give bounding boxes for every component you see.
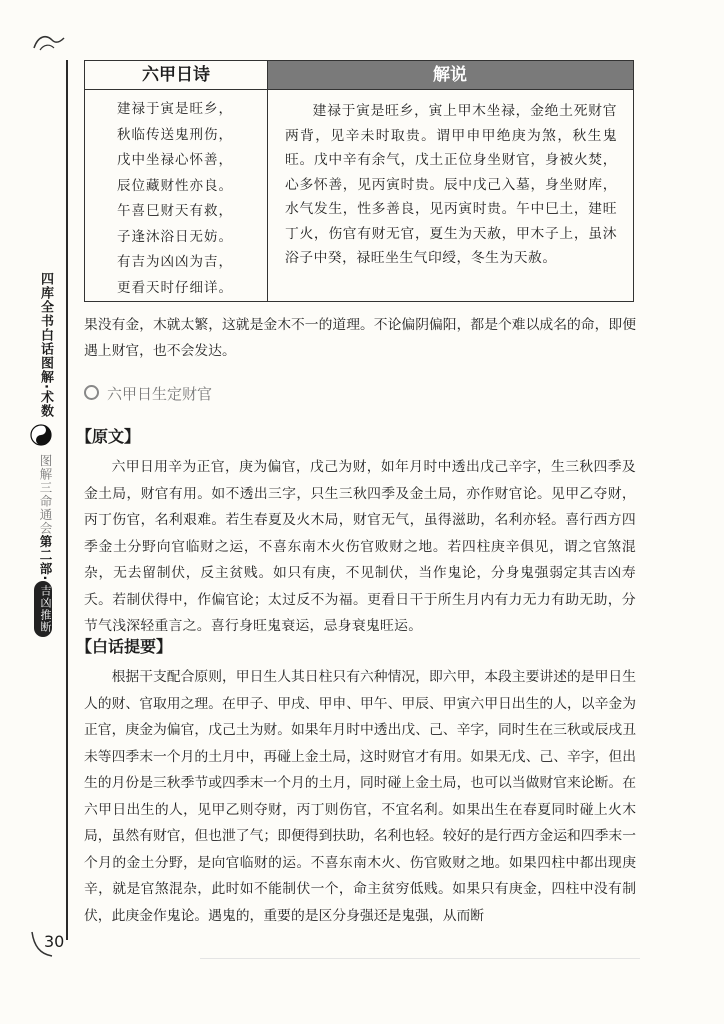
yin-yang-icon: [30, 424, 52, 446]
margin-rule: [66, 60, 68, 940]
poem-line: 辰位藏财性亦良。: [117, 177, 233, 194]
part-label: 第二部·: [38, 535, 53, 582]
poem-line: 戊中坐禄心怀善，: [117, 152, 233, 168]
explanation-title: 解说: [267, 61, 633, 89]
continuation-paragraph: 果没有金，木就太繁，这就是金木不一的道理。不论偏阴偏阳，都是个难以成名的命，即便遇上财官，也不会发达。: [84, 317, 636, 359]
page-number: 30: [44, 932, 65, 951]
poem-line: 有吉为凶凶为吉，: [117, 254, 233, 270]
poem-explanation: 建禄于寅是旺乡，寅上甲木坐禄，金绝土死财官两背，见辛未时取贵。谓甲申甲绝庚为煞，秋生鬼旺。戊中辛有余气，戊土正位身坐财官，身被火焚，心多怀善，见丙寅时贵。辰中戊己入墓，身坐财库，水气发生，性多善良，见丙寅时贵。午中巳土，建旺丁火，伤官有财无官，夏生为天赦，甲木子上，虽沐浴子中癸，禄旺坐生气印绶，冬生为天赦。: [285, 103, 617, 266]
poem-line: 建禄于寅是旺乡，: [117, 101, 233, 117]
corner-ornament-icon: [30, 30, 66, 54]
poem-line: 秋临传送鬼刑伤，: [117, 126, 233, 143]
original-text: 六甲日用辛为正官，庚为偏官，戊己为财，如年月时中透出戊己辛字，生三秋四季及金土局，财官有用。如不透出三字，只生三秋四季及金土局，亦作财官论。见甲乙夺财，丙丁伤官，名利艰难。若生春夏及火木局，财官无气，虽得滋助，名利亦轻。喜行西方四季金土分野向官临财之运，不喜东南木火伤官败财之地。若四柱庚辛俱见，谓之官煞混杂，无去留制伏，反主贫贱。如只有庚，不见制伏，当作鬼论，分身鬼强弱定其吉凶寿夭。若制伏得中，作偏官论；太过反不为福。更看日干于所生月内有力无力有助无助，分节气浅深轻重言之。喜行身旺鬼衰运，忌身衰鬼旺运。: [84, 459, 636, 634]
book-subtitle: 图解三命通会: [38, 454, 53, 535]
table-divider: [267, 61, 268, 301]
footer-rule: [200, 958, 640, 959]
original-heading: 【原文】: [76, 427, 141, 446]
poem-line: 更看天时仔细详。: [117, 279, 233, 296]
series-title: 四库全书白话图解·术数: [38, 272, 53, 418]
circle-bullet-icon: [84, 385, 99, 400]
poem-lines: [85, 97, 267, 301]
chapter-label: [30, 454, 56, 637]
poem-title: 六甲日诗: [142, 65, 210, 85]
poem-line: 午喜巳财天有救，: [117, 203, 233, 219]
baihua-heading: 【白话提要】: [76, 637, 173, 656]
chapter-badge: 吉凶推断: [34, 581, 52, 637]
baihua-text: 根据干支配合原则，甲日生人其日柱只有六种情况，即六甲，本段主要讲述的是甲日生人的财、官取用之理。在甲子、甲戌、甲申、甲午、甲辰、甲寅六甲日出生的人，以辛金为正官，庚金为偏官，戊己土为财。如果年月时中透出戊、己、辛字，同时生在三秋或辰戌丑未等四季末一个月的土月中，再碰上金土局，这时财官才有用。如果无戊、己、辛字，但出生的月份是三秋季节或四季末一个月的土月，同时碰上金土局，也可以当做财官来论断。在六甲日出生的人，见甲乙则夺财，丙丁则伤官，不宜名利。如果出生在春夏同时碰上火木局，虽然有财官，但也泄了气；即便得到扶助，名利也轻。较好的是行西方金运和四季末一个月的金土分野，是向官临财的运。不喜东南木火、伤官败财之地。如果四柱中都出现庚辛，就是官煞混杂，此时如不能制伏一个，命主贫穷低贱。如果只有庚金，四柱中没有制伏，此庚金作鬼论。遇鬼的，重要的是区分身强还是鬼强，从而断: [84, 669, 636, 924]
table-header-rule: [85, 89, 633, 90]
section-title-text: 六甲日生定财官: [107, 385, 213, 403]
poem-line: 子逢沐浴日无妨。: [117, 228, 233, 245]
poem-table: [84, 60, 634, 302]
section-title: [84, 384, 212, 404]
